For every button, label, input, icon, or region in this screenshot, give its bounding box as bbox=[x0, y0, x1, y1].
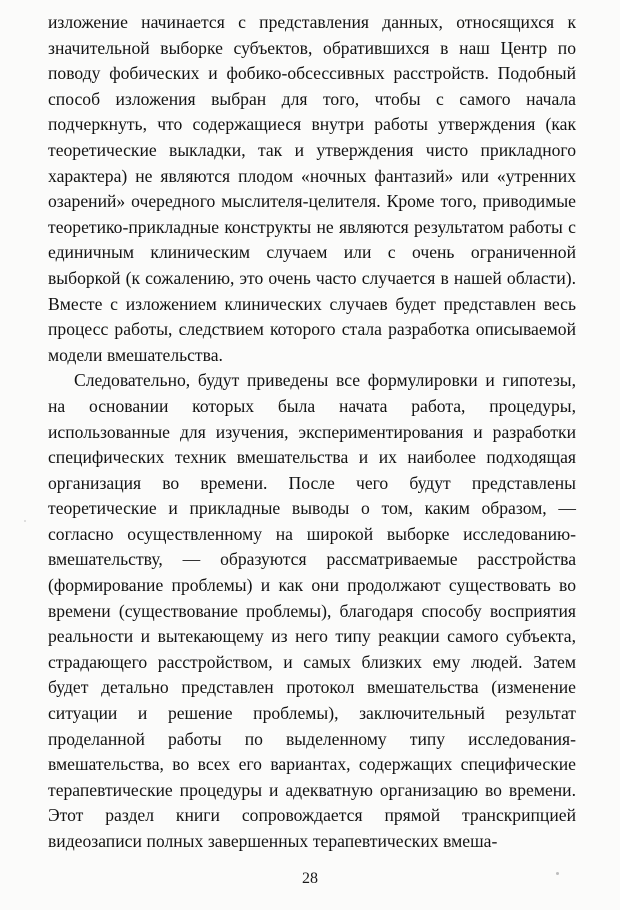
paragraph: Следовательно, будут приведены все формулировки и гипотезы, на основании которых была начата работа, процедуры, использованные для изучения, экспериментирования и разработки специфических техник вмешательства и их наиболее подходящая организация во времени. После чего будут представлены теоретические и прикладные выводы о том, каким образом, — согласно осуществленному на широкой выборке исследованию-вмешательству, — образуются рассматриваемые расстройства (формирование проблемы) и как они продолжают существовать во времени (существование проблемы), благодаря способу восприятия реальности и вытекающему из него типу реакции самого субъекта, страдающего расстройством, и самых близких ему людей. Затем будет детально представлен протокол вмешательства (изменение ситуации и решение проблемы), заключительный результат проделанной работы по выделенному типу исследования-вмешательства, во всех его вариантах, содержащих специфические терапевтические процедуры и адекватную организацию во времени. Этот раздел книги сопровождается прямой транскрипцией видеозаписи полных завершенных терапевтических вмеша- bbox=[48, 370, 576, 851]
scan-speck bbox=[24, 520, 26, 522]
scan-speck bbox=[556, 872, 559, 875]
page-text-body bbox=[48, 10, 576, 855]
paragraph: изложение начинается с представления данных, относящихся к значительной выборке субъектов, обратившихся в наш Центр по поводу фобических и фобико-обсессивных расстройств. Подобный способ изложения выбран для того, чтобы с самого начала подчеркнуть, что содержащиеся внутри работы утверждения (как теоретические выкладки, так и утверждения чисто прикладного характера) не являются плодом «ночных фантазий» или «утренних озарений» очередного мыслителя-целителя. Кроме того, приводимые теоретико-прикладные конструкты не являются результатом работы с единичным клиническим случаем или с очень ограниченной выборкой (к сожалению, это очень часто случается в нашей области). Вместе с изложением клинических случаев будет представлен весь процесс работы, следствием которого стала разработка описываемой модели вмешательства. bbox=[48, 12, 576, 365]
page-number: 28 bbox=[302, 870, 318, 887]
